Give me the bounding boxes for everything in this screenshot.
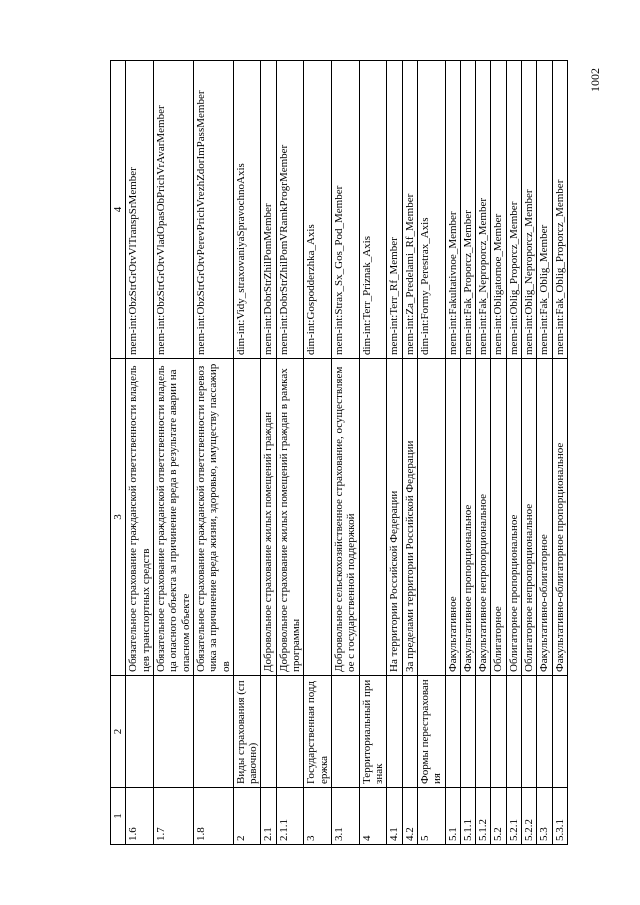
row-group xyxy=(445,676,460,788)
row-code: 5 xyxy=(417,788,445,845)
row-code: 5.3.1 xyxy=(552,788,567,845)
table-row xyxy=(276,61,304,845)
table-row xyxy=(491,61,506,845)
row-member: mem-int:Fak_Proporcz_Member xyxy=(460,61,475,359)
row-code: 4 xyxy=(359,788,387,845)
row-member: mem-int:DobrStrZhilPomMember xyxy=(261,61,276,359)
row-name: Факультативное непропорциональное xyxy=(476,359,491,676)
row-name: Обязательное страхование гражданской ответственности владельцев транспортных средств xyxy=(126,359,154,676)
row-code: 2.1.1 xyxy=(276,788,304,845)
row-group xyxy=(522,676,537,788)
row-code: 5.2.2 xyxy=(522,788,537,845)
row-member: mem-int:ObzStrGrOtvPerevPrichVrezhZdorImPassMember xyxy=(193,61,233,359)
row-code: 1.7 xyxy=(153,788,193,845)
table-row xyxy=(476,61,491,845)
row-name: Обязательное страхование гражданской ответственности владельца опасного объекта за причинение вреда в результате аварии на опасном объекте xyxy=(153,359,193,676)
row-group: Государственная поддержка xyxy=(304,676,332,788)
row-name: За пределами территории Российской Федерации xyxy=(402,359,417,676)
row-member: mem-int:Oblig_Neproporcz_Member xyxy=(522,61,537,359)
row-code: 5.3 xyxy=(537,788,552,845)
row-code: 3.1 xyxy=(332,788,360,845)
row-name: Добровольное сельскохозяйственное страхование, осуществляемое с государственной поддержкой xyxy=(332,359,360,676)
table-row xyxy=(126,61,154,845)
row-name xyxy=(233,359,261,676)
row-member: mem-int:DobrStrZhilPomVRamkProgrMember xyxy=(276,61,304,359)
row-code: 2.1 xyxy=(261,788,276,845)
row-name: Обязательное страхование гражданской ответственности перевозчика за причинение вреда жизни, здоровью, имуществу пассажиров xyxy=(193,359,233,676)
table-row xyxy=(304,61,332,845)
row-name: На территории Российской Федерации xyxy=(387,359,402,676)
row-code: 5.2 xyxy=(491,788,506,845)
row-code: 5.1.1 xyxy=(460,788,475,845)
row-member: mem-int:Fakultativnoe_Member xyxy=(445,61,460,359)
row-group xyxy=(460,676,475,788)
row-group xyxy=(126,676,154,788)
table-row xyxy=(359,61,387,845)
row-group xyxy=(276,676,304,788)
page-number: 1002 xyxy=(588,68,602,92)
row-code: 1.6 xyxy=(126,788,154,845)
row-group: Виды страхования (справочно) xyxy=(233,676,261,788)
row-group xyxy=(537,676,552,788)
table-row xyxy=(153,61,193,845)
row-member: mem-int:Fak_Neproporcz_Member xyxy=(476,61,491,359)
row-member: mem-int:Terr_Rf_Member xyxy=(387,61,402,359)
table-row xyxy=(522,61,537,845)
row-member: mem-int:Fak_Oblig_Member xyxy=(537,61,552,359)
row-member: dim-int:Gospodderzhka_Axis xyxy=(304,61,332,359)
row-member: mem-int:ObzStrGrOtvVlTranspSrMember xyxy=(126,61,154,359)
row-code: 5.1 xyxy=(445,788,460,845)
row-group: Формы перестрахования xyxy=(417,676,445,788)
row-code: 5.1.2 xyxy=(476,788,491,845)
header-cell-4: 4 xyxy=(111,61,126,359)
row-group: Территориальный признак xyxy=(359,676,387,788)
table-row xyxy=(332,61,360,845)
row-name: Факультативное пропорциональное xyxy=(460,359,475,676)
header-row xyxy=(111,61,126,845)
row-name: Облигаторное непропорциональное xyxy=(522,359,537,676)
header-cell-1: 1 xyxy=(111,788,126,845)
table-row xyxy=(193,61,233,845)
row-name xyxy=(359,359,387,676)
row-group xyxy=(506,676,521,788)
row-group xyxy=(153,676,193,788)
row-name xyxy=(417,359,445,676)
header-cell-3: 3 xyxy=(111,359,126,676)
row-group xyxy=(332,676,360,788)
table-row xyxy=(552,61,567,845)
row-code: 4.1 xyxy=(387,788,402,845)
table-row xyxy=(387,61,402,845)
row-code: 3 xyxy=(304,788,332,845)
row-member: mem-int:Fak_Oblig_Proporcz_Member xyxy=(552,61,567,359)
row-code: 2 xyxy=(233,788,261,845)
row-member: dim-int:Formy_Perestrax_Axis xyxy=(417,61,445,359)
row-group xyxy=(491,676,506,788)
member-table xyxy=(110,60,568,845)
row-group xyxy=(261,676,276,788)
row-name: Добровольное страхование жилых помещений граждан xyxy=(261,359,276,676)
row-name: Факультативно-облигаторное xyxy=(537,359,552,676)
rotated-table-container xyxy=(110,60,585,845)
row-member: mem-int:Obligatornoe_Member xyxy=(491,61,506,359)
table-row xyxy=(402,61,417,845)
table-row xyxy=(417,61,445,845)
row-name xyxy=(304,359,332,676)
row-group xyxy=(476,676,491,788)
row-code: 4.2 xyxy=(402,788,417,845)
header-cell-2: 2 xyxy=(111,676,126,788)
row-group xyxy=(552,676,567,788)
row-member: mem-int:Strax_Sx_Gos_Pod_Member xyxy=(332,61,360,359)
table-row xyxy=(537,61,552,845)
table-row xyxy=(445,61,460,845)
row-member: mem-int:Oblig_Proporcz_Member xyxy=(506,61,521,359)
table-row xyxy=(506,61,521,845)
table-row xyxy=(460,61,475,845)
row-name: Добровольное страхование жилых помещений граждан в рамках программы xyxy=(276,359,304,676)
row-name: Факультативное xyxy=(445,359,460,676)
row-group xyxy=(402,676,417,788)
table-row xyxy=(233,61,261,845)
row-name: Облигаторное пропорциональное xyxy=(506,359,521,676)
row-code: 5.2.1 xyxy=(506,788,521,845)
table-row xyxy=(261,61,276,845)
row-member: mem-int:ObzStrGrOtvVladOpasObPrichVrAvarMember xyxy=(153,61,193,359)
row-group xyxy=(193,676,233,788)
row-member: mem-int:Za_Predelami_Rf_Member xyxy=(402,61,417,359)
row-code: 1.8 xyxy=(193,788,233,845)
row-member: dim-int:Terr_Priznak_Axis xyxy=(359,61,387,359)
row-group xyxy=(387,676,402,788)
row-name: Факультативно-облигаторное пропорциональное xyxy=(552,359,567,676)
row-member: dim-int:Vidy_straxovaniyaSpravochnoAxis xyxy=(233,61,261,359)
row-name: Облигаторное xyxy=(491,359,506,676)
